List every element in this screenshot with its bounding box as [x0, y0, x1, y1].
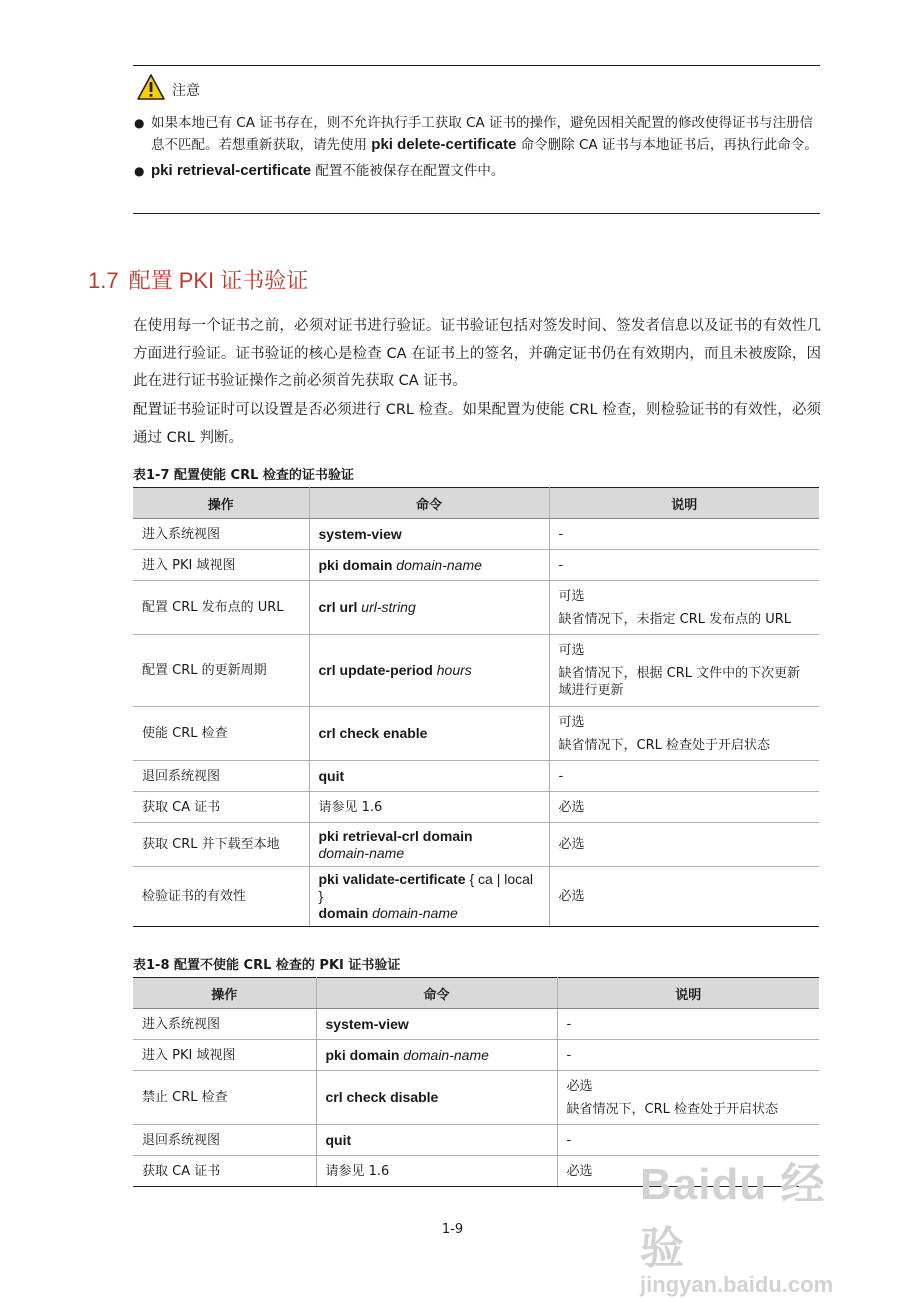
- description-cell: 必选: [557, 1156, 819, 1187]
- command-cell: pki domain domain-name: [316, 1040, 557, 1071]
- table-row: [133, 635, 819, 707]
- operation-cell: 进入系统视图: [133, 1009, 316, 1040]
- operation-cell: 获取 CA 证书: [133, 792, 309, 823]
- column-header: 说明: [557, 978, 819, 1009]
- column-header: 说明: [549, 488, 819, 519]
- body-paragraph: 配置证书验证时可以设置是否必须进行 CRL 检查。如果配置为使能 CRL 检查，则检验证书的有效性，必须通过 CRL 判断。: [133, 402, 821, 446]
- page-number: 1-9: [441, 1222, 464, 1237]
- note-command: pki retrieval-certificate: [151, 162, 312, 179]
- command-cell: crl update-period hours: [309, 635, 549, 707]
- description-cell: 必选: [549, 867, 819, 927]
- description-cell: -: [557, 1009, 819, 1040]
- operation-cell: 配置 CRL 发布点的 URL: [133, 581, 309, 635]
- description-cell: 可选 缺省情况下，根据 CRL 文件中的下次更新域进行更新: [549, 635, 819, 707]
- note-title: 注意: [172, 83, 200, 99]
- operation-cell: 退回系统视图: [133, 761, 309, 792]
- table-row: [133, 1040, 819, 1071]
- table-header-row: [133, 978, 819, 1009]
- operation-cell: 获取 CA 证书: [133, 1156, 316, 1187]
- note-item: ● 如果本地已有 CA 证书存在，则不允许执行手工获取 CA 证书的操作，避免因相关配置的修改使得证书与注册信息不匹配。若想重新获取，请先使用 pki delete-certificate 命令删除 CA 证书与本地证书后，再执行此命令。: [134, 115, 818, 153]
- operation-cell: 进入 PKI 域视图: [133, 550, 309, 581]
- description-cell: -: [557, 1040, 819, 1071]
- command-cell: quit: [309, 761, 549, 792]
- operation-cell: 配置 CRL 的更新周期: [133, 635, 309, 707]
- section-heading: [88, 264, 308, 295]
- table-header-row: [133, 488, 819, 519]
- table-row: [133, 707, 819, 761]
- note-item: ● pki retrieval-certificate 配置不能被保存在配置文件中。: [134, 162, 505, 179]
- table-row: [133, 867, 819, 927]
- warning-icon: [136, 73, 166, 101]
- table-row: [133, 792, 819, 823]
- operation-cell: 使能 CRL 检查: [133, 707, 309, 761]
- command-cell: system-view: [316, 1009, 557, 1040]
- description-cell: -: [549, 550, 819, 581]
- watermark-brand: Baidu 经验: [640, 1160, 826, 1273]
- note-top-rule: [133, 65, 820, 66]
- column-header: 命令: [316, 978, 557, 1009]
- body-paragraph: 在使用每一个证书之前，必须对证书进行验证。证书验证包括对签发时间、签发者信息以及证书的有效性几方面进行验证。证书验证的核心是检查 CA 在证书上的签名，并确定证书仍在有效期内，而且未被废除，因此在进行证书验证操作之前必须首先获取 CA 证书。: [133, 318, 821, 389]
- command-cell: crl check enable: [309, 707, 549, 761]
- command-table: [133, 487, 819, 927]
- command-cell: pki domain domain-name: [309, 550, 549, 581]
- operation-cell: 进入 PKI 域视图: [133, 1040, 316, 1071]
- command-cell: 请参见 1.6: [309, 792, 549, 823]
- table-row: [133, 823, 819, 867]
- column-header: 命令: [309, 488, 549, 519]
- description-cell: -: [557, 1125, 819, 1156]
- table-row: [133, 761, 819, 792]
- description-cell: 可选 缺省情况下，CRL 检查处于开启状态: [549, 707, 819, 761]
- command-cell: crl check disable: [316, 1071, 557, 1125]
- table-caption: 表1-7 配置使能 CRL 检查的证书验证: [133, 468, 354, 483]
- command-cell: quit: [316, 1125, 557, 1156]
- operation-cell: 检验证书的有效性: [133, 867, 309, 927]
- command-cell: pki validate-certificate { ca | local } domain domain-name: [309, 867, 549, 927]
- table-caption: 表1-8 配置不使能 CRL 检查的 PKI 证书验证: [133, 958, 401, 973]
- description-cell: 必选: [549, 823, 819, 867]
- command-cell: pki retrieval-crl domain domain-name: [309, 823, 549, 867]
- description-cell: 必选 缺省情况下，CRL 检查处于开启状态: [557, 1071, 819, 1125]
- command-cell: crl url url-string: [309, 581, 549, 635]
- table-row: [133, 1071, 819, 1125]
- description-cell: 可选 缺省情况下，未指定 CRL 发布点的 URL: [549, 581, 819, 635]
- table-row: [133, 550, 819, 581]
- note-list: [133, 112, 823, 186]
- description-cell: -: [549, 761, 819, 792]
- operation-cell: 进入系统视图: [133, 519, 309, 550]
- section-title: 配置 PKI 证书验证: [128, 268, 309, 293]
- description-cell: 必选: [549, 792, 819, 823]
- operation-cell: 禁止 CRL 检查: [133, 1071, 316, 1125]
- column-header: 操作: [133, 488, 309, 519]
- operation-cell: 退回系统视图: [133, 1125, 316, 1156]
- command-cell: system-view: [309, 519, 549, 550]
- table-row: [133, 1009, 819, 1040]
- description-cell: -: [549, 519, 819, 550]
- command-cell: 请参见 1.6: [316, 1156, 557, 1187]
- section-number: 1.7: [88, 268, 119, 293]
- watermark-url: jingyan.baidu.com: [640, 1272, 834, 1297]
- operation-cell: 获取 CRL 并下载至本地: [133, 823, 309, 867]
- column-header: 操作: [133, 978, 316, 1009]
- watermark: [640, 1148, 870, 1297]
- note-header: [136, 72, 200, 102]
- note-bottom-rule: [133, 213, 820, 214]
- note-command: pki delete-certificate: [371, 136, 517, 153]
- table-row: [133, 519, 819, 550]
- table-row: [133, 581, 819, 635]
